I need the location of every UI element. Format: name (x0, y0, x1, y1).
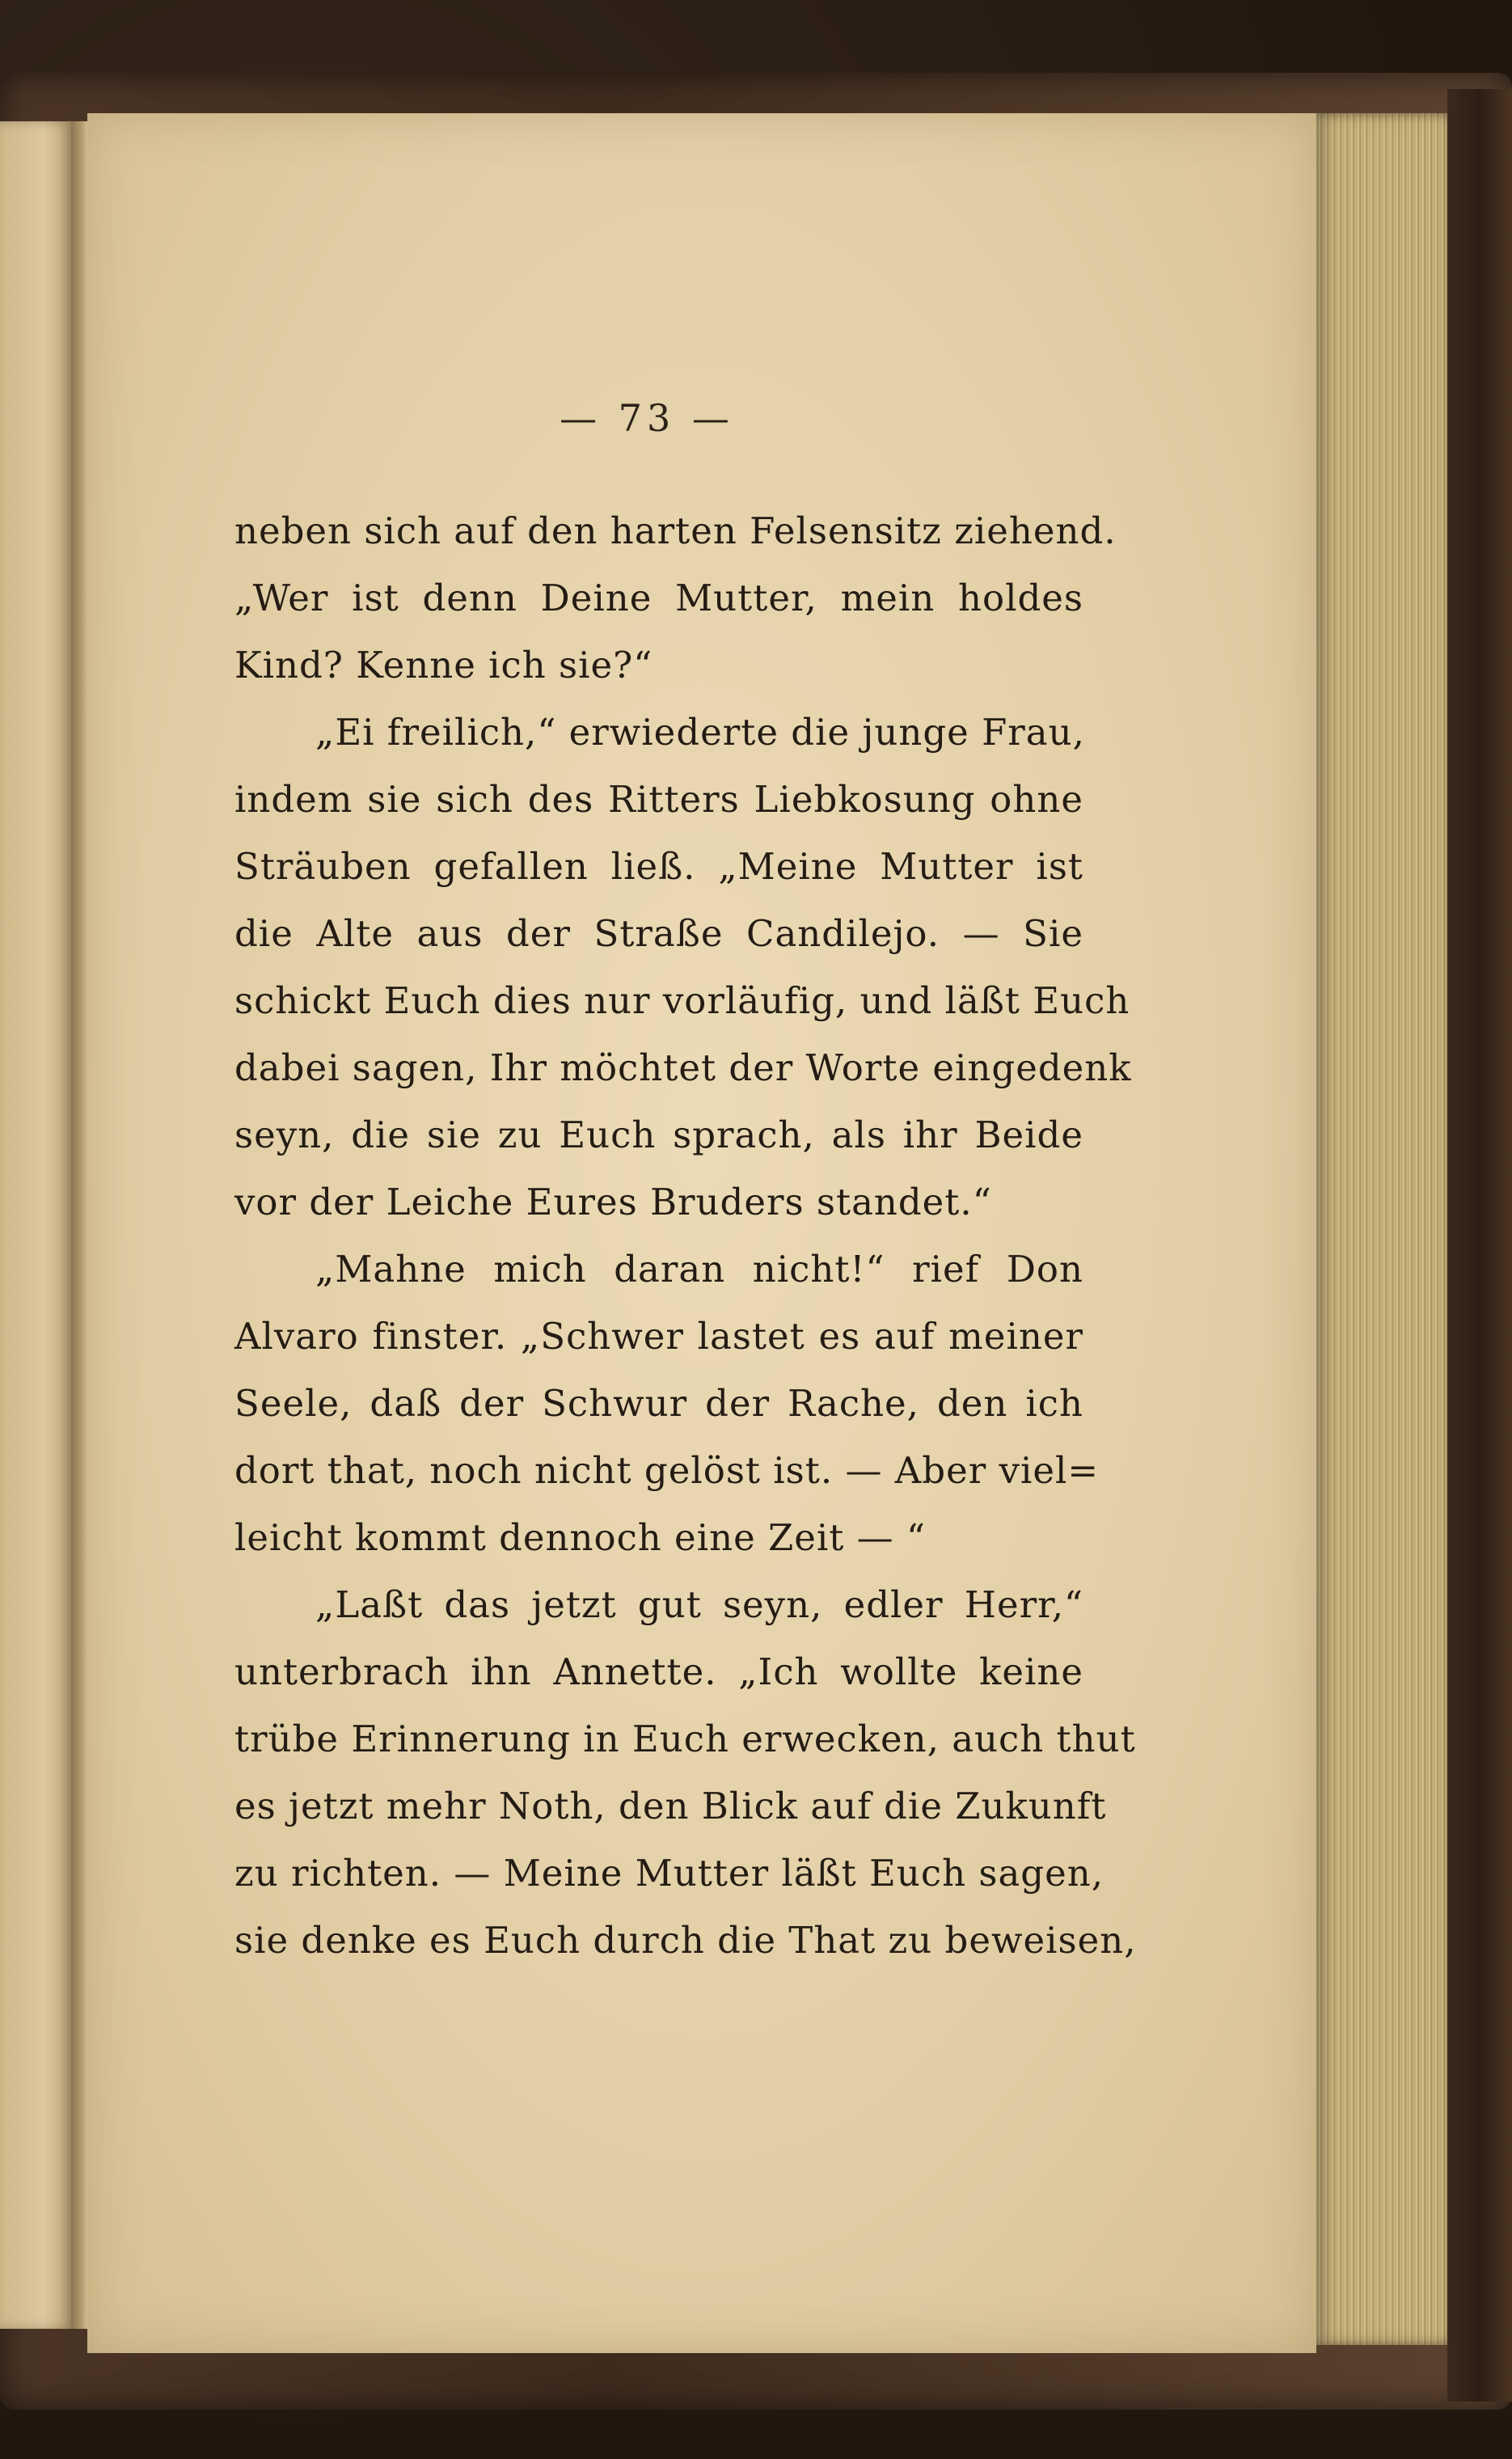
book-cover-edge (1447, 89, 1512, 2402)
text-line: seyn, die sie zu Euch sprach, als ihr Beide (234, 1113, 1083, 1156)
text-line: schickt Euch dies nur vorläufig, und läßt Euch (234, 979, 1130, 1022)
text-line: dort that, noch nicht gelöst ist. — Aber viel= (234, 1449, 1100, 1492)
text-line: „Laßt das jetzt gut seyn, edler Herr,“ (315, 1583, 1083, 1626)
text-line: Sträuben gefallen ließ. „Meine Mutter ist (234, 845, 1083, 888)
text-line: trübe Erinnerung in Euch erwecken, auch thut (234, 1717, 1136, 1760)
book-page (87, 113, 1316, 2353)
text-line: sie denke es Euch durch die That zu beweisen, (234, 1919, 1137, 1962)
text-line: es jetzt mehr Noth, den Blick auf die Zukunft (234, 1785, 1107, 1827)
text-line: zu richten. — Meine Mutter läßt Euch sagen, (234, 1852, 1104, 1895)
text-line: „Mahne mich daran nicht!“ rief Don (315, 1248, 1083, 1291)
left-page-edge (0, 121, 73, 2329)
book-gutter (71, 121, 89, 2329)
page-edges (1316, 113, 1454, 2345)
text-line: Alvaro finster. „Schwer lastet es auf meiner (234, 1315, 1083, 1358)
text-line: „Wer ist denn Deine Mutter, mein holdes (234, 577, 1083, 619)
text-line: die Alte aus der Straße Candilejo. — Sie (234, 912, 1083, 955)
text-line: neben sich auf den harten Felsensitz ziehend. (234, 509, 1117, 552)
text-line: Kind? Kenne ich sie?“ (234, 644, 653, 687)
page-number: — 73 — (560, 396, 734, 440)
text-line: indem sie sich des Ritters Liebkosung ohne (234, 778, 1083, 821)
text-line: dabei sagen, Ihr möchtet der Worte eingedenk (234, 1046, 1132, 1089)
text-line: vor der Leiche Eures Bruders standet.“ (234, 1181, 992, 1223)
text-line: Seele, daß der Schwur der Rache, den ich (234, 1382, 1083, 1425)
text-line: leicht kommt dennoch eine Zeit — “ (234, 1516, 926, 1559)
text-line: „Ei freilich,“ erwiederte die junge Frau, (315, 711, 1085, 754)
text-line: unterbrach ihn Annette. „Ich wollte keine (234, 1650, 1083, 1693)
